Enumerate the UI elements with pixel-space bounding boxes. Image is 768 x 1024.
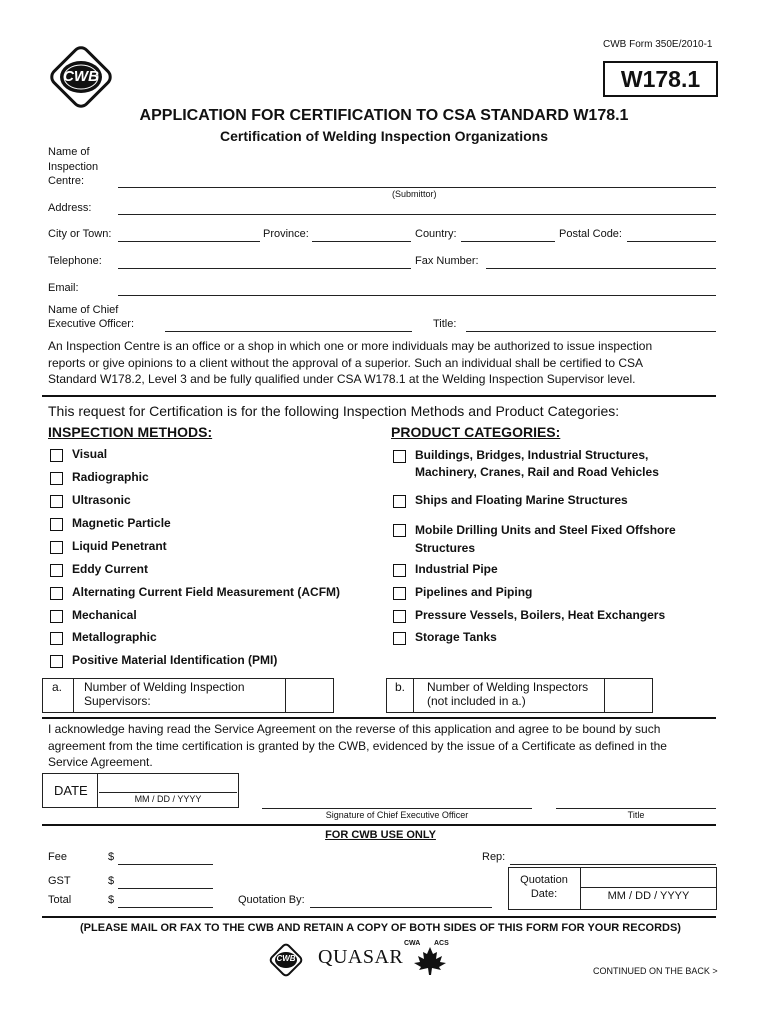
rep-field[interactable] <box>510 864 716 865</box>
checkbox-industrial-pipe[interactable] <box>393 564 406 577</box>
form-number: CWB Form 350E/2010-1 <box>603 39 713 50</box>
total-currency: $ <box>108 894 115 906</box>
acs-logo-text: ACS <box>434 940 449 947</box>
method-magnetic-particle: Magnetic Particle <box>72 516 171 530</box>
checkbox-magnetic-particle[interactable] <box>50 518 63 531</box>
date-format: MM / DD / YYYY <box>134 794 202 804</box>
gst-field[interactable] <box>118 888 213 889</box>
total-label: Total <box>48 894 72 906</box>
checkbox-mechanical[interactable] <box>50 610 63 623</box>
address-label: Address: <box>48 202 92 214</box>
postal-label: Postal Code: <box>559 228 622 240</box>
telephone-label: Telephone: <box>48 255 102 267</box>
ceo-title-field[interactable] <box>466 331 716 332</box>
method-metallographic: Metallographic <box>72 630 157 644</box>
signature-title-field[interactable] <box>556 808 716 809</box>
email-label: Email: <box>48 282 79 294</box>
name-label: Name of Inspection Centre: <box>48 146 99 187</box>
continued-note: CONTINUED ON THE BACK > <box>593 966 718 976</box>
province-label: Province: <box>263 228 309 240</box>
gst-label: GST <box>48 875 71 887</box>
page-title: APPLICATION FOR CERTIFICATION TO CSA STANDARD W178.1 <box>139 107 629 124</box>
quotation-by-label: Quotation By: <box>238 894 305 906</box>
count-b-letter: b. <box>395 680 406 694</box>
category-mobile-drilling: Mobile Drilling Units and Steel Fixed Offshore Structures <box>415 523 676 555</box>
maple-leaf-icon <box>410 946 450 976</box>
quotation-date-divider <box>580 867 581 910</box>
quotation-date-format: MM / DD / YYYY <box>607 890 690 902</box>
telephone-field[interactable] <box>118 268 411 269</box>
rep-label: Rep: <box>482 851 506 863</box>
email-field[interactable] <box>118 295 716 296</box>
supervisors-count-input[interactable] <box>287 680 331 711</box>
checkbox-acfm[interactable] <box>50 587 63 600</box>
method-mechanical: Mechanical <box>72 608 137 622</box>
date-box-divider <box>97 773 98 808</box>
city-field[interactable] <box>118 241 260 242</box>
date-input[interactable] <box>99 775 236 793</box>
name-field[interactable] <box>118 187 716 188</box>
divider <box>42 717 716 719</box>
mail-notice: (PLEASE MAIL OR FAX TO THE CWB AND RETAIN A COPY OF BOTH SIDES OF THIS FORM FOR YOUR RECORDS) <box>80 922 681 934</box>
ceo-name-field[interactable] <box>165 331 412 332</box>
method-eddy-current: Eddy Current <box>72 562 149 576</box>
quotation-date-underline <box>581 887 716 888</box>
cwb-logo-text: CWB <box>63 68 99 85</box>
cwa-acs-logo <box>404 940 458 976</box>
cwb-logo <box>44 40 118 114</box>
fee-label: Fee <box>48 851 67 863</box>
ceo-label: Name of Chief Executive Officer: <box>48 304 134 330</box>
submittor-note: (Submittor) <box>392 189 437 199</box>
category-pressure-vessels: Pressure Vessels, Boilers, Heat Exchangers <box>415 608 666 622</box>
count-a-letter: a. <box>52 680 63 694</box>
acknowledgement-paragraph: I acknowledge having read the Service Agreement on the reverse of this application and agree to be bound by such agreement from the time certification is granted by the CWB, evidenced by the issue of a Certificate as defined in the Service Agreement. <box>48 722 667 769</box>
count-b-divider <box>413 678 414 713</box>
intro-paragraph: An Inspection Centre is an office or a shop in which one or more individuals may be authorized to issue inspection reports or give opinions to a client without the approval of a superior. Such an individual shall be certified to CSA Standard W178.2, Level 3 and be fully qualified under CSA W178.1 at the Welding Inspection Supervisor level. <box>48 339 653 386</box>
method-liquid-penetrant: Liquid Penetrant <box>72 539 167 553</box>
quotation-by-field[interactable] <box>310 907 492 908</box>
category-storage-tanks: Storage Tanks <box>415 630 497 644</box>
checkbox-metallographic[interactable] <box>50 632 63 645</box>
checkbox-eddy-current[interactable] <box>50 564 63 577</box>
checkbox-buildings[interactable] <box>393 450 406 463</box>
category-ships: Ships and Floating Marine Structures <box>415 493 628 507</box>
product-categories-heading: PRODUCT CATEGORIES: <box>391 424 561 440</box>
gst-currency: $ <box>108 875 115 887</box>
inspection-methods-heading: INSPECTION METHODS: <box>48 424 213 440</box>
divider <box>42 824 716 826</box>
province-field[interactable] <box>312 241 411 242</box>
category-pipelines: Pipelines and Piping <box>415 585 533 599</box>
ceo-title-label: Title: <box>433 318 457 330</box>
count-a-label: Number of Welding Inspection Supervisors: <box>84 680 245 708</box>
inspectors-count-input[interactable] <box>606 680 650 711</box>
cwa-logo-text: CWA <box>404 940 421 947</box>
count-b-label: Number of Welding Inspectors (not included in a.) <box>427 680 589 708</box>
postal-field[interactable] <box>627 241 716 242</box>
fax-label: Fax Number: <box>415 255 479 267</box>
quotation-date-label: Quotation Date: <box>520 874 568 900</box>
checkbox-liquid-penetrant[interactable] <box>50 541 63 554</box>
count-b-divider-2 <box>604 678 605 713</box>
checkbox-pressure-vessels[interactable] <box>393 610 406 623</box>
quotation-date-input[interactable] <box>582 869 714 887</box>
page-subtitle: Certification of Welding Inspection Organizations <box>220 128 548 144</box>
cwb-use-heading: FOR CWB USE ONLY <box>325 829 436 841</box>
fee-field[interactable] <box>118 864 213 865</box>
cwb-small-logo-text: CWB <box>276 954 296 963</box>
checkbox-visual[interactable] <box>50 449 63 462</box>
title-caption: Title <box>627 810 645 820</box>
total-field[interactable] <box>118 907 213 908</box>
method-radiographic: Radiographic <box>72 470 149 484</box>
country-label: Country: <box>415 228 457 240</box>
fee-currency: $ <box>108 851 115 863</box>
divider <box>42 395 716 397</box>
date-underline <box>99 792 237 793</box>
category-industrial-pipe: Industrial Pipe <box>415 562 498 576</box>
checkbox-ultrasonic[interactable] <box>50 495 63 508</box>
checkbox-storage-tanks[interactable] <box>393 632 406 645</box>
category-buildings: Buildings, Bridges, Industrial Structures, Machinery, Cranes, Rail and Road Vehicles <box>415 448 659 479</box>
checkbox-mobile-drilling[interactable] <box>393 524 406 537</box>
standard-badge: W178.1 <box>603 61 718 97</box>
address-field[interactable] <box>118 214 716 215</box>
count-a-divider <box>73 678 74 713</box>
checkbox-pmi[interactable] <box>50 655 63 668</box>
method-ultrasonic: Ultrasonic <box>72 493 131 507</box>
date-label: DATE <box>54 783 88 798</box>
method-visual: Visual <box>72 447 108 461</box>
method-acfm: Alternating Current Field Measurement (ACFM) <box>72 585 341 599</box>
divider <box>42 916 716 918</box>
quasar-logo: QUASAR <box>318 946 404 968</box>
cwb-small-logo <box>266 940 306 980</box>
count-a-divider-2 <box>285 678 286 713</box>
checkbox-ships[interactable] <box>393 495 406 508</box>
checkbox-radiographic[interactable] <box>50 472 63 485</box>
city-label: City or Town: <box>48 228 112 240</box>
fax-field[interactable] <box>486 268 716 269</box>
country-field[interactable] <box>461 241 555 242</box>
checkbox-pipelines[interactable] <box>393 587 406 600</box>
method-pmi: Positive Material Identification (PMI) <box>72 653 278 667</box>
request-statement: This request for Certification is for the following Inspection Methods and Product Categories: <box>48 403 620 419</box>
signature-field[interactable] <box>262 808 532 809</box>
signature-caption: Signature of Chief Executive Officer <box>325 810 469 820</box>
